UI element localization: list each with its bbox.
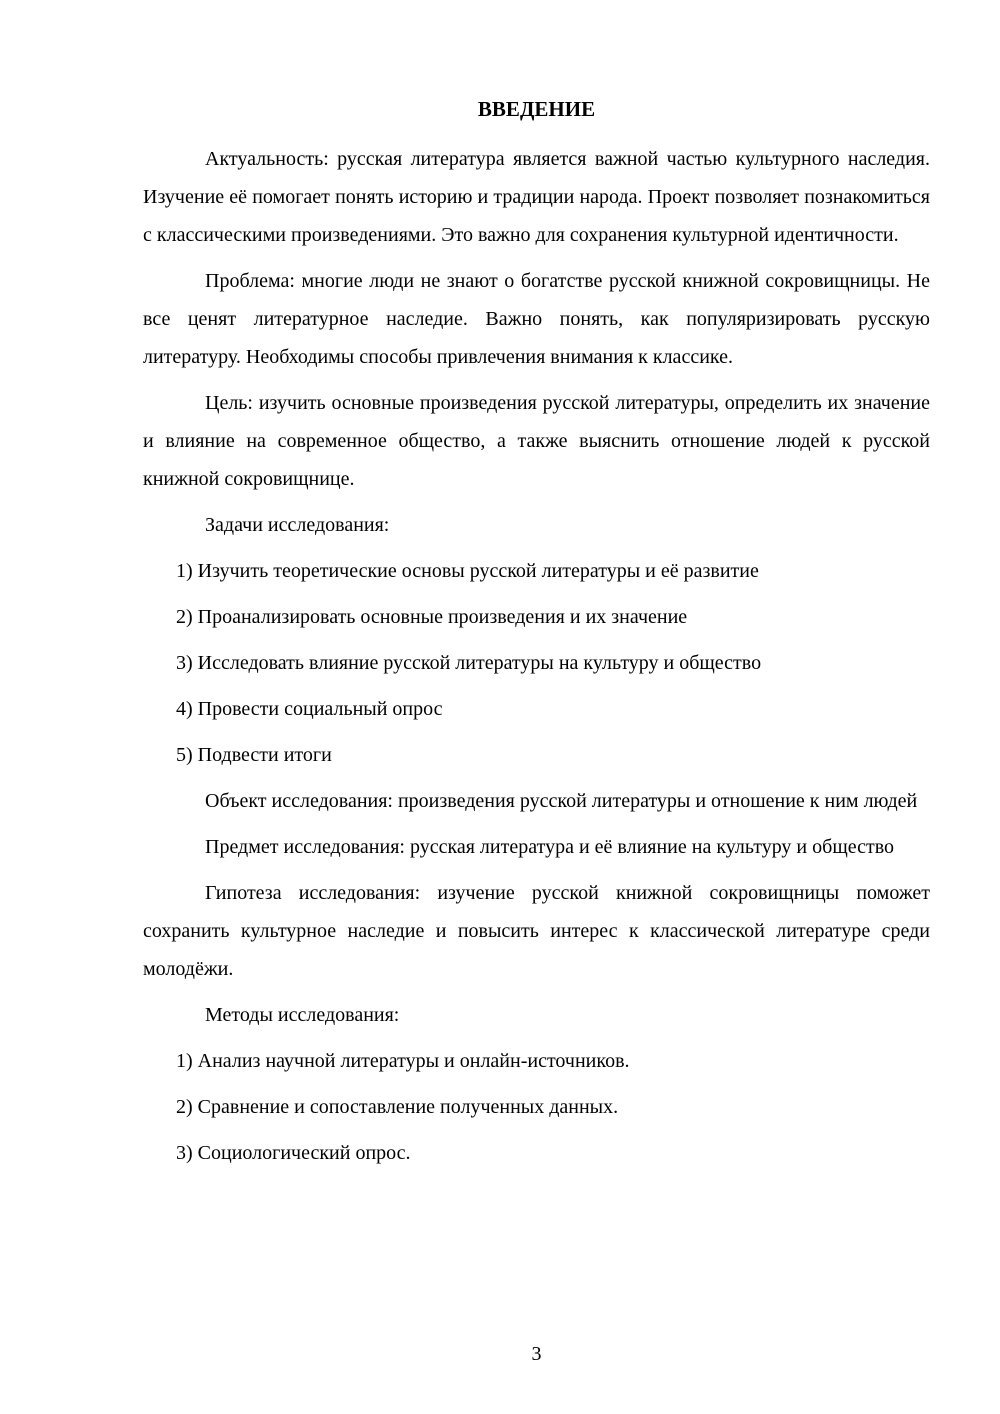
paragraph-goal: Цель: изучить основные произведения русской литературы, определить их значение и влияние на современное общество, а также выяснить отношение людей к русской книжной сокровищнице. xyxy=(143,392,930,490)
paragraph-subject: Предмет исследования: русская литература и её влияние на культуру и общество xyxy=(205,836,895,858)
task-item-2: 2) Проанализировать основные произведения и их значение xyxy=(176,606,688,628)
paragraph-object: Объект исследования: произведения русской литературы и отношение к ним людей xyxy=(205,790,918,812)
tasks-heading: Задачи исследования: xyxy=(205,514,390,536)
paragraph-problem: Проблема: многие люди не знают о богатстве русской книжной сокровищницы. Не все ценят литературное наследие. Важно понять, как популяризировать русскую литературу. Необходимы способы привлечения внимания к классике. xyxy=(143,270,930,368)
method-item-2: 2) Сравнение и сопоставление полученных данных. xyxy=(176,1096,619,1118)
task-item-5: 5) Подвести итоги xyxy=(176,744,332,766)
paragraph-hypothesis: Гипотеза исследования: изучение русской книжной сокровищницы поможет сохранить культурное наследие и повысить интерес к классической литературе среди молодёжи. xyxy=(143,882,930,980)
method-item-1: 1) Анализ научной литературы и онлайн-источников. xyxy=(176,1050,630,1072)
method-item-3: 3) Социологический опрос. xyxy=(176,1142,411,1164)
page-title: ВВЕДЕНИЕ xyxy=(477,97,596,121)
methods-heading: Методы исследования: xyxy=(205,1004,400,1026)
task-item-3: 3) Исследовать влияние русской литературы на культуру и общество xyxy=(176,652,762,674)
task-item-4: 4) Провести социальный опрос xyxy=(176,698,443,720)
paragraph-relevance: Актуальность: русская литература является важной частью культурного наследия. Изучение её помогает понять историю и традиции народа. Проект позволяет познакомиться с классическими произведениями. Это важно для сохранения культурной идентичности. xyxy=(143,148,930,246)
task-item-1: 1) Изучить теоретические основы русской литературы и её развитие xyxy=(176,560,759,582)
page-number: 3 xyxy=(531,1343,542,1365)
